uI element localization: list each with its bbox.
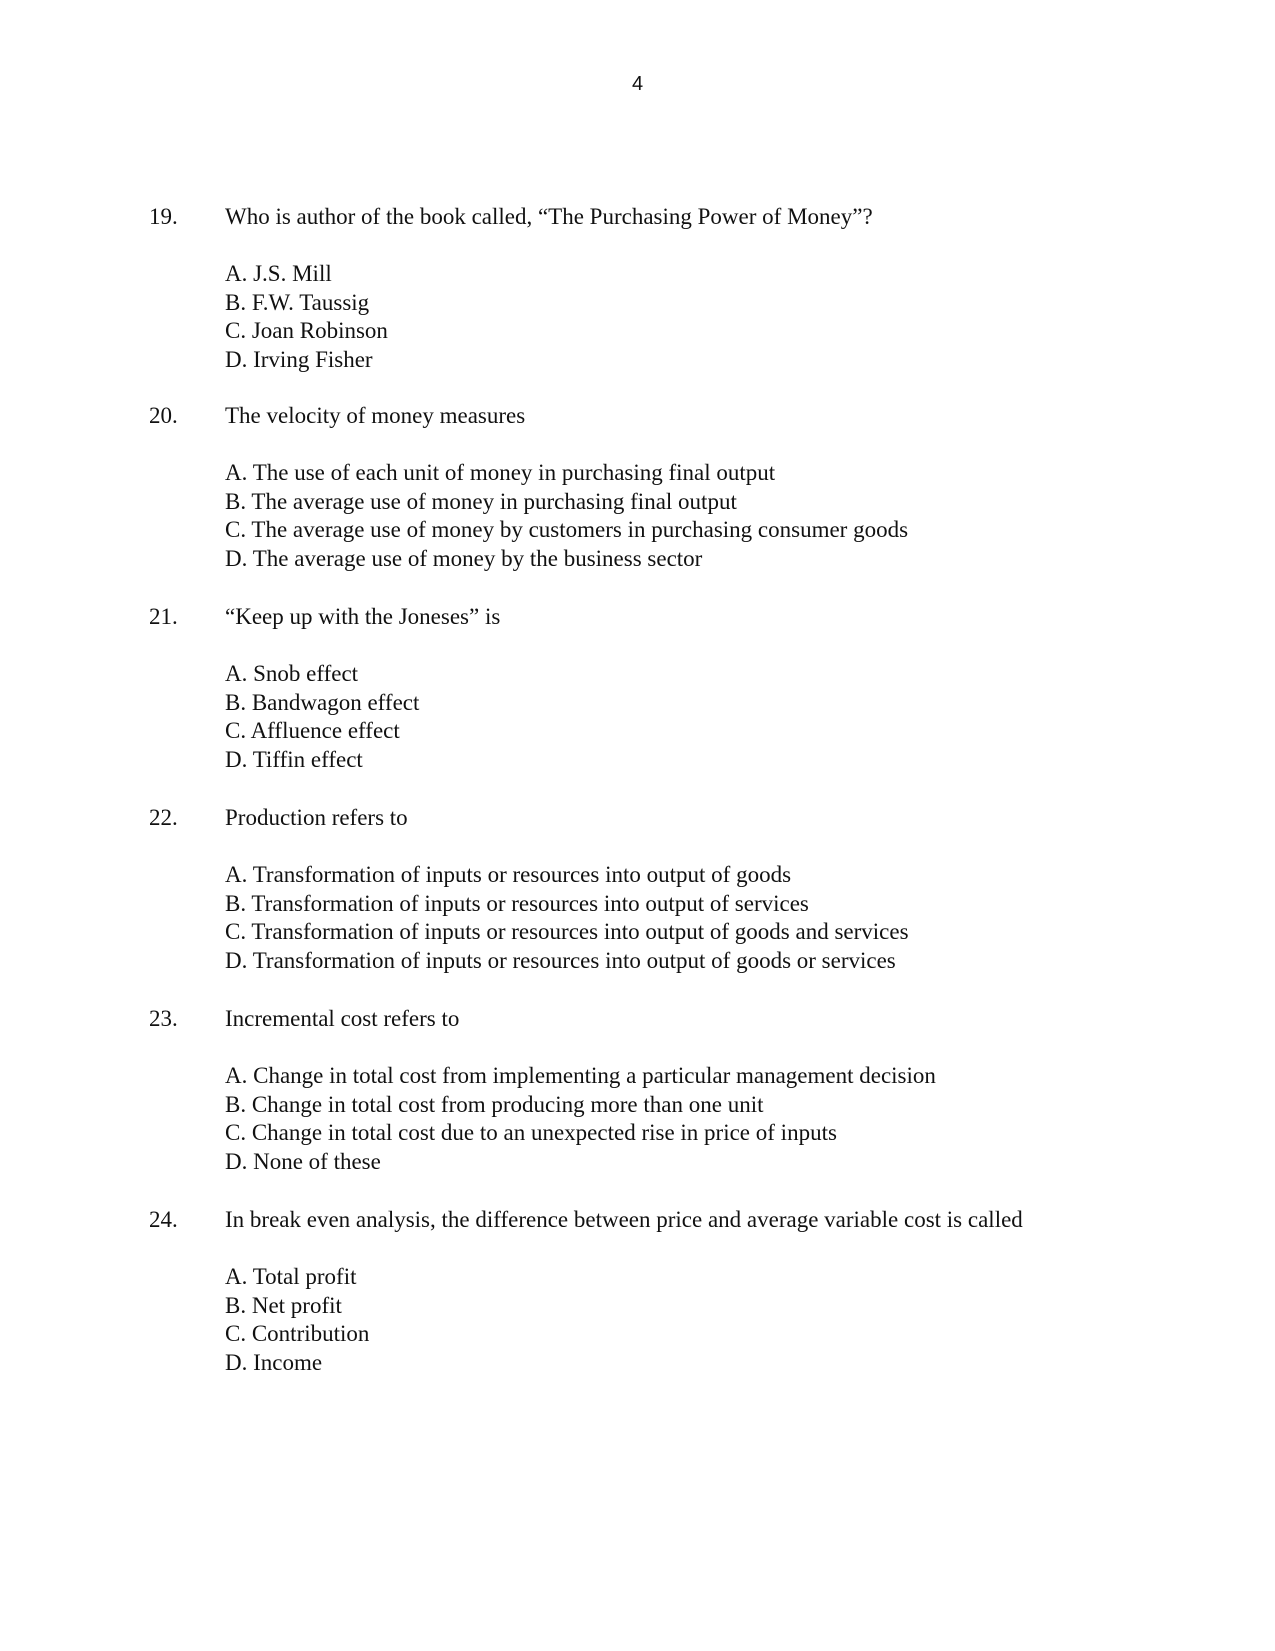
question-number: 23. [149,1006,178,1031]
option-d: D. Tiffin effect [225,747,363,773]
option-d: D. Irving Fisher [225,347,373,373]
option-list [225,861,909,976]
question-text: “Keep up with the Joneses” is [225,604,501,629]
page-number: 4 [631,73,644,95]
option-a: A. Total profit [225,1264,357,1289]
question-text: Incremental cost refers to [225,1006,460,1031]
option-c: C. Joan Robinson [225,318,388,344]
option-a: A. The use of each unit of money in purchasing final output [225,460,776,485]
question-number: 20. [149,403,178,428]
option-list [225,1062,936,1177]
question-number: 21. [149,604,178,629]
option-list [225,459,908,574]
question-number: 22. [149,805,178,830]
option-b: B. Bandwagon effect [225,689,420,715]
option-c: C. Transformation of inputs or resources into output of goods and services [225,919,909,945]
option-list [225,260,388,375]
option-a: A. Change in total cost from implementing a particular management decision [225,1063,936,1088]
option-d: D. Transformation of inputs or resources into output of goods or services [225,948,896,974]
option-a: A. J.S. Mill [225,261,332,286]
option-d: D. The average use of money by the business sector [225,546,703,572]
option-a: A. Transformation of inputs or resources into output of goods [225,862,792,887]
option-a: A. Snob effect [225,661,359,686]
option-d: D. Income [225,1350,323,1376]
option-c: C. Contribution [225,1321,370,1347]
option-c: C. The average use of money by customers in purchasing consumer goods [225,517,909,543]
question-number: 19. [149,204,178,229]
option-list [225,1263,369,1378]
question-text: The velocity of money measures [225,403,526,428]
option-c: C. Change in total cost due to an unexpected rise in price of inputs [225,1120,837,1146]
option-b: B. The average use of money in purchasing final output [225,488,737,514]
option-b: B. Transformation of inputs or resources into output of services [225,890,809,916]
question-text: Who is author of the book called, “The Purchasing Power of Money”? [225,204,873,229]
question-number: 24. [149,1207,178,1232]
question-text: In break even analysis, the difference between price and average variable cost is called [225,1207,1023,1232]
option-c: C. Affluence effect [225,718,400,744]
option-b: B. F.W. Taussig [225,289,370,315]
option-b: B. Change in total cost from producing more than one unit [225,1091,764,1117]
option-b: B. Net profit [225,1292,342,1318]
option-list [225,660,419,775]
question-text: Production refers to [225,805,408,830]
option-d: D. None of these [225,1149,381,1175]
